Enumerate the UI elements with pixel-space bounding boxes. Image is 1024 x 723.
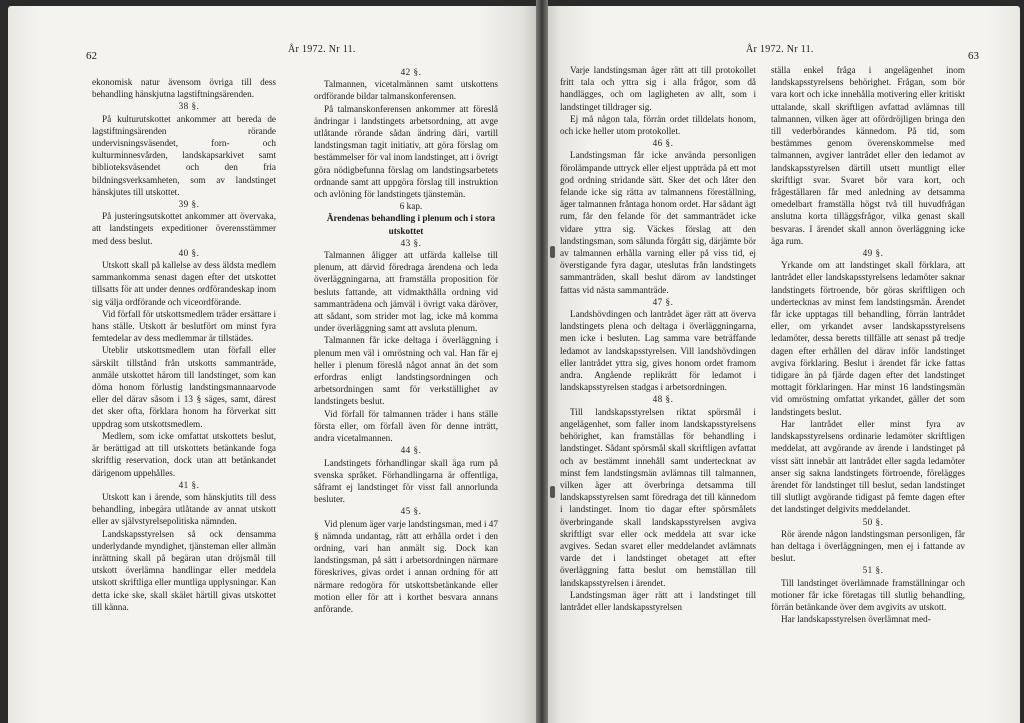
paragraph: Har lantrådet eller minst fyra av landskapsstyrelsens ordinarie ledamöter skriftligen meddelat, att avgörande av ärende i landstinget på visst sätt innebär att lantrådet eller sagda ledamöter anser sig sakna landstingets förtroende, förelägges ärendet för landstinget till beslut, sedan landstinget till slutligt avgörande tidigast på femte dagen efter det landstinget delgivits meddelandet. <box>771 418 965 515</box>
paragraph: Landshövdingen och lantrådet äger rätt att överva landstingets plena och deltaga i överläggningarna, men icke i besluten. Lag samma vare beträffande ledamot av landskapsstyrelsen. Vill landshövdingen eller lantrådet yttra sig, gives honom ordet framom andra. Angående replikrätt för ledamot i landskapsstyrelsen stadgas i arbetsordningen. <box>560 309 756 393</box>
paragraph: Uteblir utskottsmedlem utan förfall eller särskilt tillstånd från utskotts sammanträde, anmäle utskottet härom till landstinget, som kan döma honom förlustig landstingsmannaarvode eller del därav såsom i 13 § säges, samt, därest det sker ofta, förklara honom ha förverkat sitt uppdrag som utskottsmedlem. <box>92 345 276 429</box>
paragraph: Landskapsstyrelsen så ock densamma underlydande myndighet, tjänsteman eller allmän inrättning skall på begäran utan dröjsmål till utskott överlämna handlingar eller meddela utskott skriftliga eller muntliga upplysningar. Kan detta icke ske, skall skälet härtill givas utskottet till känna. <box>92 528 276 612</box>
paragraph: Landstingets förhandlingar skall äga rum på svenska språket. Förhandlingarna är offentliga, såframt ej landstinget för visst fall annorlunda besluter. <box>314 457 498 505</box>
paragraph: På talmanskonferensen ankommer att föreslå ändringar i landstingets arbetsordning, att avge utlåtande rörande sådan ändring däri, vartill landstingsman tagit initiativ, att göra förslag om bestämmelser för val inom landstinget, att i övrigt göra nödigbefunna förslag om landstingsarbetets ordnande samt att uppgöra förslag till instruktion och avlöning för landstingets tjänstemän. <box>314 103 498 200</box>
paragraph: Har landskapsstyrelsen överlämnat med- <box>781 614 931 625</box>
paragraph: På justeringsutskottet ankommer att övervaka, att landstingets expeditioner överensstämmer med dess beslut. <box>92 211 276 246</box>
section-heading: 46 §. <box>652 138 674 149</box>
paragraph: Talmannen, vicetalmännen samt utskottens ordförande bildar talmanskonferensen. <box>314 79 498 102</box>
text-column-left-1 <box>92 76 276 613</box>
paragraph: Talmannen åligger att utfärda kallelse till plenum, att därvid föredraga ärendena och leda överläggningarna, att framställa proposition för besluts fattande, att vidmakthålla ordning vid sammanträdena och jämväl i övrigt vaka däröver, att sådant, som strider mot lag, icke må komma under överläggning samt att avsluta plenum. <box>314 250 498 334</box>
left-page <box>8 6 536 723</box>
paragraph: Rör ärende någon landstingsman personligen, får han deltaga i överläggningen, men ej i fattande av beslut. <box>771 528 965 564</box>
running-header: År 1972. Nr 11. <box>746 44 814 55</box>
paragraph: Varje landstingsman äger rätt att till protokollet fritt tala och yttra sig i alla frågor, som då handlägges, och om lagligheten av allt, som i landstinget tilldrager sig. <box>560 65 756 112</box>
paragraph: Till landstinget överlämnade framställningar och motioner får icke företagas till slutlig behandling, förrän betänkande över dem avgivits av utskott. <box>771 577 965 612</box>
section-heading: 41 §. <box>178 479 200 490</box>
section-heading: 45 §. <box>400 506 422 517</box>
text-column-left-2 <box>314 66 498 615</box>
section-heading: 48 §. <box>652 394 674 405</box>
paragraph: Landstingsman får icke använda personligen förolämpande uttryck eller eljest uppträda på ett mot god ordning stridande sätt. Sker det och låter den felande icke sig rätta av talmannens föreställning, äger talmannen fråntaga honom ordet. Har sådant ägt rum, får den felande för det sammanträdet icke vidare yttra sig. Väckes förslag att den landstingsman, som sålunda förgått sig, därjämte bör av talmannen erhålla varning eller på viss tid, ej överstigande fyra dagar, uteslutas från landstingets sammanträden, skall beslut därom av landstinget fattas vid nästa sammanträde. <box>560 150 756 295</box>
binding-mark <box>550 486 555 498</box>
section-heading: 38 §. <box>178 101 200 112</box>
section-heading: 42 §. <box>400 67 422 77</box>
paragraph: ekonomisk natur ävensom övriga till dess behandling hänskjutna lagstiftningsärenden. <box>92 77 276 100</box>
paragraph: Utskott kan i ärende, som hänskjutits till dess behandling, inbegära utlåtande av annat utskott eller av självstyrelsepolitiska nämnden. <box>92 491 276 527</box>
running-header: År 1972. Nr 11. <box>288 44 356 55</box>
section-heading: 51 §. <box>862 565 884 576</box>
text-column-right-2 <box>771 64 965 625</box>
section-heading: 49 §. <box>862 248 884 259</box>
section-heading: 50 §. <box>862 516 884 527</box>
chapter-title: Ärendenas behandling i plenum och i stora utskottet <box>326 213 496 236</box>
paragraph: Vid förfall för talmannen träder i hans ställe första eller, om förfall även för denne inträtt, andra vicetalmannen. <box>314 408 498 444</box>
section-heading: 39 §. <box>178 199 200 210</box>
text-column-right-1 <box>560 64 756 613</box>
paragraph: Utskott skall på kallelse av dess äldsta medlem sammankomma senast dagen efter det utskottet tillsatts för att under dennes ordförandeskap inom sig välja ordförande och viceordförande. <box>92 260 276 307</box>
paragraph: Vid förfall för utskottsmedlem träder ersättare i hans ställe. Utskott är beslutfört om minst fyra femtedelar av dess medlemmar är tillstädes. <box>92 308 276 344</box>
paragraph: På kulturutskottet ankommer att bereda de lagstiftningsärenden rörande undervisningsväsendet, forn- och kulturminnesvården, landskapsarkivet samt biblioteksväsendet och den fria bildningsverksamheten, som av landstinget hänskjutes till utskottet. <box>92 113 276 197</box>
paragraph: Till landskapsstyrelsen riktat spörsmål i angelägenhet, som faller inom landskapsstyrelsens behörighet, kan framställas för behandling i landstinget. Sådant spörsmål skall skriftligen avfattat och av bestämmt innehåll samt undertecknat av minst fem landstingsmän avlämnas till talmannen, vilken äger att överbringa detsamma till landskapsstyrelsen samt föredraga det till kännedom i landstinget. Inom tio dagar efter spörsmålets överbringande skall landskapsstyrelsen avgiva skriftligt svar eller ock meddela att svar icke avgives. Sedan svaret eller meddelandet avlämnats varde det i landstinget obetaget att efter överläggning fatta beslut om hemställan till landskapsstyrelsen i ärendet. <box>560 406 756 588</box>
paragraph: Yrkande om att landstinget skall förklara, att lantrådet eller landskapsstyrelsens ledamöter saknar landstingets förtroende, bör göras skriftligen och undertecknas av minst fem landstingsmän. Ärendet får icke upptagas till behandling, förrän lantrådet eller, om yrkandet avser landskapsstyrelsens ledamöter, dessa beretts tillfälle att senast på tredje dagen efter erhållen del därav inför landstinget avgiva förklaring. Beslut i ärendet får icke fattas tidigare än på fjärde dagen efter det landstinget mottagit förklaringen. Har minst 16 landstingsmän vid omröstning omfattat yrkandet, gäller det som landstingets beslut. <box>771 260 965 417</box>
book-gutter <box>536 0 548 723</box>
binding-mark <box>550 246 555 258</box>
paragraph: Ej må någon tala, förrän ordet tilldelats honom, och icke heller utom protokollet. <box>560 113 756 137</box>
chapter-number: 6 kap. <box>399 201 423 212</box>
paragraph: ställa enkel fråga i angelägenhet inom landskapsstyrelsens behörighet. Frågan, som bör vara kort och icke innehålla motivering eller kritiskt uttalande, skall skriftligen avfattad avlämnas till talmannen, vilken äger att ofördröjligen bringa den till vederbörandes kännedom. På tid, som bestämmes genom överenskommelse med talmannen, avgiver lantrådet eller den ledamot av landskapsstyrelsen därtill utsett muntligt eller skriftligt svar. Svaret bör vara kort, och frågeställaren får med anledning av detsamma omedelbart framställa högst två till huvudfrågan anslutna korta tilläggsfrågor, vilka genast skall besvaras. I ärendet skall annon överläggning icke äga rum. <box>771 65 965 246</box>
section-heading: 47 §. <box>652 296 674 307</box>
paragraph: Talmannen får icke deltaga i överläggning i plenum men väl i omröstning och val. Han får ej heller i plenum föreslå något annat än det som erfordras enligt landstingsordningen och arbetsordningen samt för verkställighet av landstingets beslut. <box>314 335 498 407</box>
section-heading: 40 §. <box>178 247 200 258</box>
paragraph: Landstingsman äger rätt att i landstinget till lantrådet eller landskapsstyrelsen <box>560 589 756 612</box>
open-book <box>8 0 1020 723</box>
section-heading: 43 §. <box>400 237 422 248</box>
section-heading: 44 §. <box>400 445 422 456</box>
paragraph: Medlem, som icke omfattat utskottets beslut, är berättigad att till utskottets betänkande foga skriftlig reservation, dock utan att betänkandet därigenom uppehålles. <box>92 430 276 478</box>
paragraph: Vid plenum äger varje landstingsman, med i 47 § nämnda undantag, rätt att erhålla ordet i den ordning, vari han anmält sig. Dock kan landstingsman, på sätt i arbetsordningen närmare föreskrives, givas ordet i annan ordning för att närmare redogöra för utskottsbetänkande eller motion eller för att i korthet besvara annans anförande. <box>314 518 498 614</box>
page-number: 62 <box>86 50 97 62</box>
page-number: 63 <box>968 50 979 62</box>
right-page <box>548 6 1020 723</box>
